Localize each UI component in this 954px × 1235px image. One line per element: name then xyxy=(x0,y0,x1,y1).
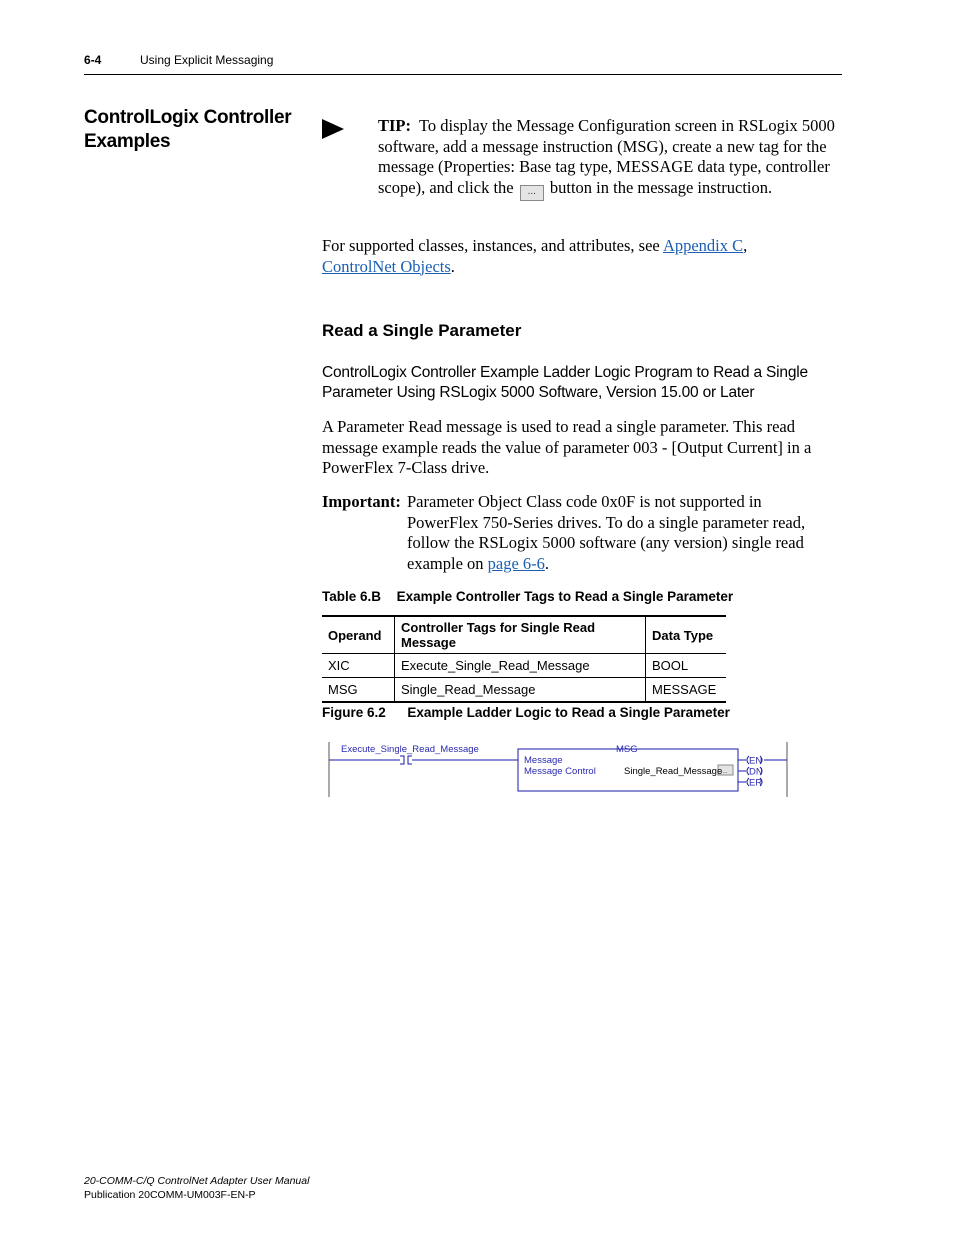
cell-data-type: MESSAGE xyxy=(646,678,727,703)
tip-block xyxy=(378,116,844,201)
supported-paragraph xyxy=(322,236,842,277)
appendix-c-link[interactable]: Appendix C xyxy=(662,236,744,255)
important-end: . xyxy=(544,553,550,573)
tip-label: TIP: xyxy=(378,116,411,135)
section-title: ControlLogix Controller Examples xyxy=(84,107,292,152)
tip-text-before: To display the Message Configuration screen in RSLogix 5000 software, add a message instruction (MSG), create a new tag for the message (Properties: Base tag type, MESSAGE data type, controller scope), and click the xyxy=(378,116,835,197)
cell-tag: Single_Read_Message xyxy=(395,678,646,703)
header-controller-tags: Controller Tags for Single Read Message xyxy=(395,616,646,654)
controller-tags-table xyxy=(322,615,726,703)
important-text: Parameter Object Class code 0x0F is not supported in PowerFlex 750-Series drives. To do a single parameter read, follow the RSLogix 5000 software (any version) single read example on xyxy=(407,492,806,573)
contact-tag-label: Execute_Single_Read_Message xyxy=(341,744,479,755)
supported-end: . xyxy=(450,256,455,276)
figure-caption-text: Example Ladder Logic to Read a Single Parameter xyxy=(407,705,730,720)
table-caption xyxy=(322,589,733,604)
description-paragraph: A Parameter Read message is used to read a single parameter. This read message example reads the value of parameter 003 - [Output Current] in a PowerFlex 7-Class drive. xyxy=(322,417,812,477)
table-caption-num: Table 6.B xyxy=(322,589,382,604)
dn-bit-label: DN xyxy=(749,766,763,778)
page-6-6-link[interactable]: page 6-6 xyxy=(487,553,545,573)
cell-operand: XIC xyxy=(322,654,395,678)
table-header-row xyxy=(322,616,726,654)
table-caption-text: Example Controller Tags to Read a Single Parameter xyxy=(396,589,734,604)
msg-tag-value: Single_Read_Message xyxy=(624,766,723,777)
msg-setup-button-glyph: ... xyxy=(720,766,728,775)
subsection-title: Read a Single Parameter xyxy=(322,321,522,340)
page-number: 6-4 xyxy=(84,53,102,67)
ladder-logic-diagram xyxy=(320,738,800,800)
example-title: ControlLogix Controller Example Ladder Logic Program to Read a Single Parameter Using RSLogix 5000 Software, Version 15.00 or Later xyxy=(322,364,808,401)
figure-caption-num: Figure 6.2 xyxy=(322,705,386,720)
header-operand: Operand xyxy=(322,616,395,654)
msg-label-control: Message Control xyxy=(524,766,596,777)
header-data-type: Data Type xyxy=(646,616,727,654)
important-body xyxy=(407,492,837,574)
chapter-title: Using Explicit Messaging xyxy=(140,53,274,67)
supported-text: For supported classes, instances, and attributes, see xyxy=(322,236,660,255)
supported-sep: , xyxy=(743,236,748,255)
controlnet-objects-link[interactable]: ControlNet Objects xyxy=(322,256,451,276)
cell-operand: MSG xyxy=(322,678,395,703)
footer-publication: Publication 20COMM-UM003F-EN-P xyxy=(84,1189,256,1201)
footer-manual-title: 20-COMM-C/Q ControlNet Adapter User Manual xyxy=(84,1175,310,1187)
ellipsis-button-icon: ... xyxy=(520,185,544,201)
contact-left-bracket xyxy=(400,756,404,764)
cell-data-type: BOOL xyxy=(646,654,727,678)
table-row xyxy=(322,678,726,703)
tip-arrow-icon xyxy=(322,119,344,139)
msg-label-message: Message xyxy=(524,755,563,766)
header-rule xyxy=(84,74,842,75)
important-label: Important: xyxy=(322,492,401,511)
table-row xyxy=(322,654,726,678)
msg-title: MSG xyxy=(616,744,638,755)
er-bit-label: ER xyxy=(749,777,763,789)
tip-text-after: button in the message instruction. xyxy=(549,177,773,197)
en-bit-label: EN xyxy=(749,755,763,767)
figure-caption xyxy=(322,705,730,720)
cell-tag: Execute_Single_Read_Message xyxy=(395,654,646,678)
